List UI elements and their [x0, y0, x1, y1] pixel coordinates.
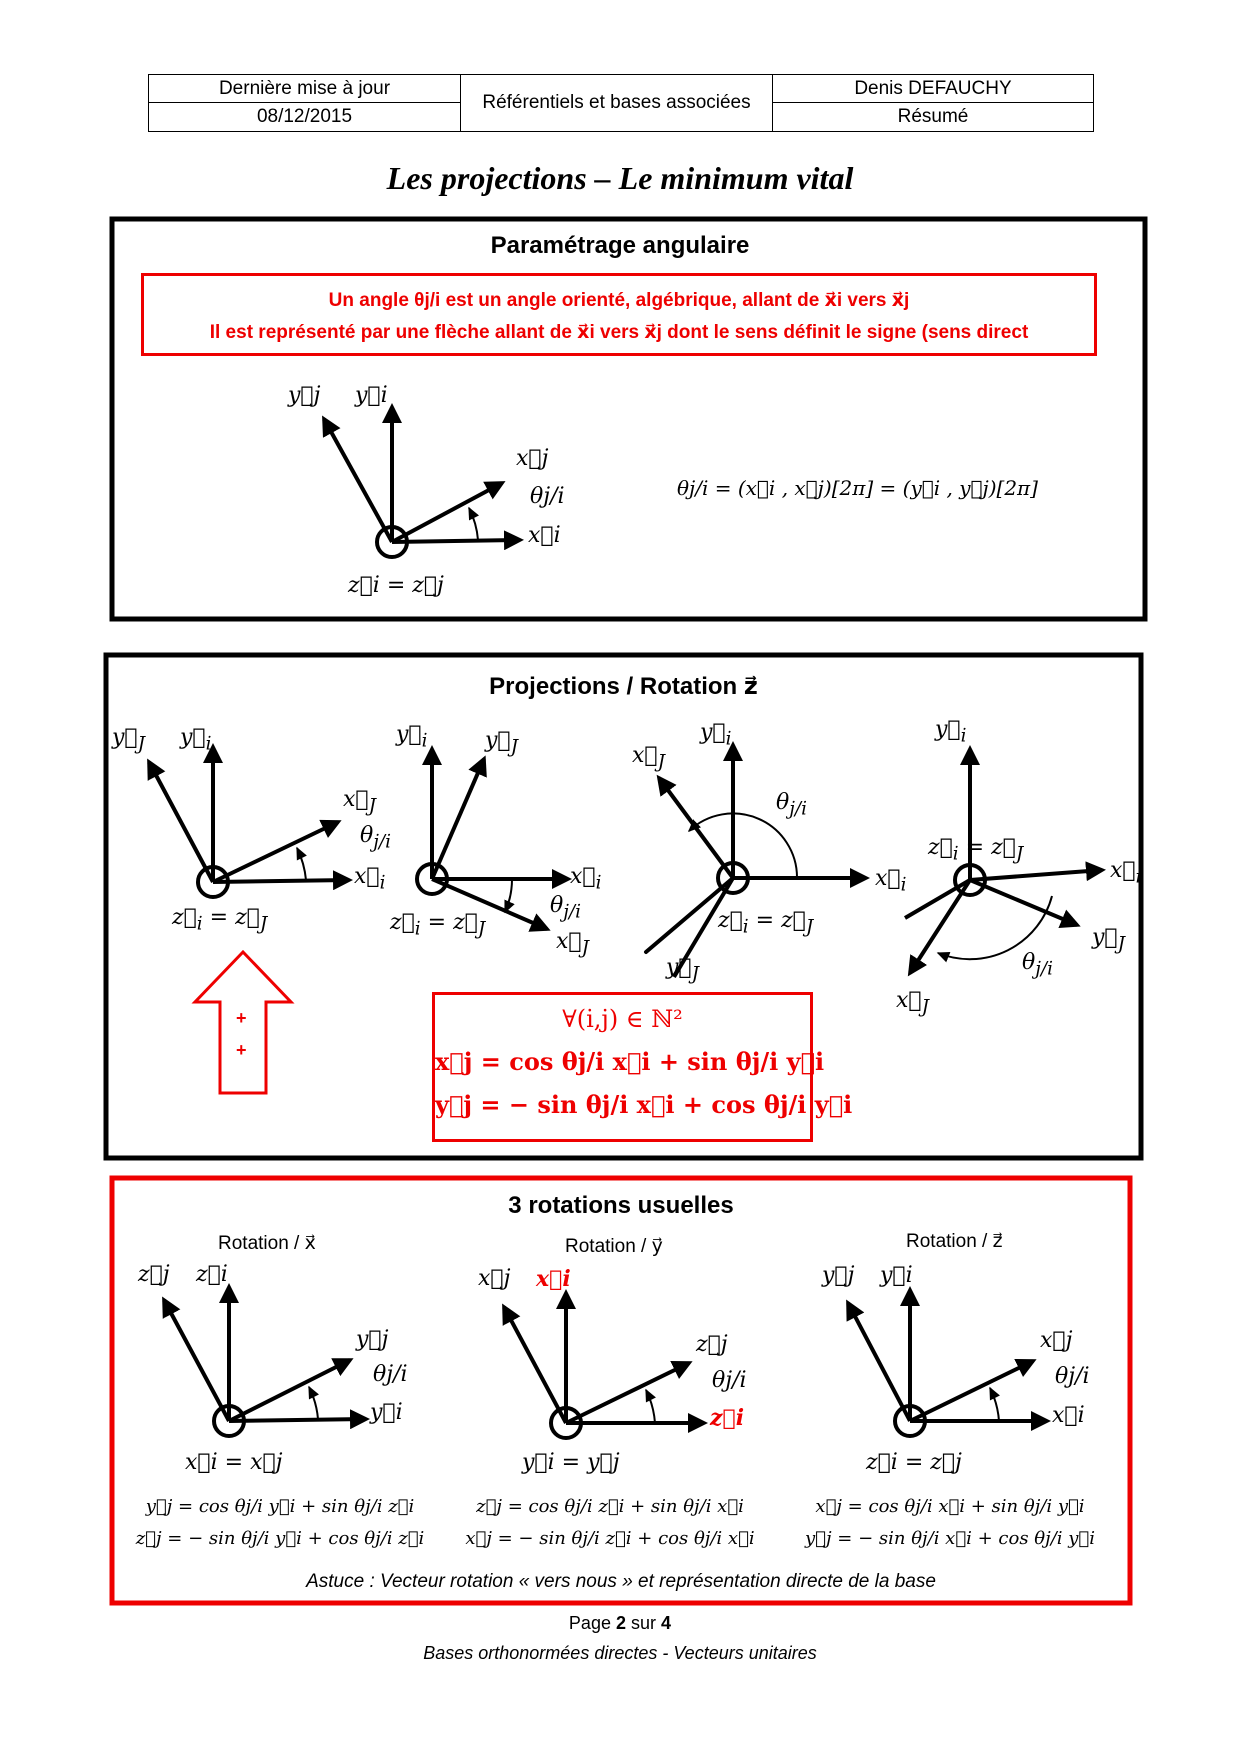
rx-eq2: z⃗j = − sin θj/i y⃗i + cos θj/i z⃗i — [135, 1528, 425, 1549]
rx-zj: z⃗j — [138, 1262, 170, 1287]
formula-xj: x⃗j = cos θj/i x⃗i + sin θj/i y⃗i — [435, 1047, 825, 1076]
s2d2-xi: $x⃗_i$ — [570, 864, 602, 894]
caption-rotation-x: Rotation / x⃗ — [218, 1233, 316, 1254]
s2d1-yj: $y⃗_J$ — [112, 725, 145, 755]
rz-axis: z⃗i = z⃗j — [866, 1450, 962, 1475]
rz-yj: y⃗j — [822, 1263, 855, 1288]
updated-label: Dernière mise à jour — [149, 75, 461, 103]
page-number: Page 2 sur 4 — [568, 1613, 672, 1633]
update-date: 08/12/2015 — [149, 103, 461, 131]
plus-sign-1: + — [236, 1008, 247, 1028]
s2d4-xi: $x⃗_i$ — [1110, 858, 1142, 888]
ry-eq1: z⃗j = cos θj/i z⃗i + sin θj/i x⃗i — [476, 1496, 744, 1517]
s2d4-theta: $\theta_{j/i}$ — [1022, 950, 1053, 980]
page-title: Les projections – Le minimum vital — [386, 160, 854, 196]
s2d3-yi: $y⃗_i$ — [700, 720, 732, 750]
s2d4-xj: $x⃗_J$ — [896, 988, 929, 1018]
section1-diagram — [324, 407, 520, 557]
angle-definition-box — [141, 273, 1097, 356]
s2d2-yi: $y⃗_i$ — [396, 722, 428, 752]
rz-xi: x⃗i — [1052, 1403, 1085, 1428]
section3-diagram-y — [504, 1293, 704, 1438]
rz-yi: y⃗i — [880, 1263, 913, 1288]
subject: Référentiels et bases associées — [461, 75, 773, 131]
s2d3-xi: $x⃗_i$ — [875, 866, 907, 896]
rx-axis: x⃗i = x⃗j — [185, 1450, 283, 1475]
s2d1-xj: $x⃗_J$ — [343, 787, 376, 817]
s2d4-yj: $y⃗_J$ — [1092, 925, 1125, 955]
caption-rotation-y: Rotation / y⃗ — [565, 1236, 663, 1257]
section2-title: Projections / Rotation z⃗ — [489, 673, 758, 700]
label-z-axis: z⃗i = z⃗j — [348, 573, 444, 598]
rx-eq1: y⃗j = cos θj/i y⃗i + sin θj/i z⃗i — [145, 1496, 415, 1517]
footer-note: Bases orthonormées directes - Vecteurs unitaires — [423, 1643, 817, 1663]
s2d2-z: $z⃗_i$ = $z⃗_J$ — [390, 910, 486, 940]
ry-axis: y⃗i = y⃗j — [522, 1450, 620, 1475]
label-yi: y⃗i — [355, 383, 388, 408]
s2d3-yj: $y⃗_J$ — [666, 955, 699, 985]
rz-eq1: x⃗j = cos θj/i x⃗i + sin θj/i y⃗i — [815, 1496, 1085, 1517]
rx-theta: θj/i — [373, 1362, 408, 1387]
caption-rotation-z: Rotation / z⃗ — [906, 1231, 1003, 1252]
ry-xi: x⃗i — [536, 1266, 571, 1292]
ry-eq2: x⃗j = − sin θj/i z⃗i + cos θj/i x⃗i — [465, 1528, 755, 1549]
s2d1-z: $z⃗_i$ = $z⃗_J$ — [172, 905, 268, 935]
s2d1-yi: $y⃗_i$ — [180, 725, 212, 755]
tip-text: Astuce : Vecteur rotation « vers nous » et représentation directe de la base — [306, 1571, 936, 1592]
doc-type: Résumé — [897, 106, 969, 127]
ry-zj: z⃗j — [696, 1332, 728, 1357]
s2d3-xj: $x⃗_J$ — [632, 743, 665, 773]
section3-diagram-x — [164, 1287, 366, 1436]
s2d3-z: $z⃗_i$ = $z⃗_J$ — [718, 908, 814, 938]
definition-line-2: Il est représenté par une flèche allant de x⃗i vers x⃗j dont le sens définit le signe (sens direct — [209, 322, 1029, 343]
label-yj: y⃗j — [288, 383, 321, 408]
section2-diagram-3 — [646, 745, 866, 977]
section3-title: 3 rotations usuelles — [508, 1192, 734, 1219]
rx-zi: z⃗i — [196, 1262, 228, 1287]
rz-theta: θj/i — [1055, 1364, 1090, 1389]
s2d3-theta: $\theta_{j/i}$ — [776, 790, 807, 820]
s2d1-xi: $x⃗_i$ — [354, 864, 386, 894]
label-xj: x⃗j — [516, 446, 549, 471]
rz-xj: x⃗j — [1040, 1328, 1073, 1353]
section2-diagram-2 — [417, 749, 568, 929]
angle-formula: θj/i = (x⃗i , x⃗j)[2π] = (y⃗i , y⃗j)[2π] — [677, 476, 1038, 500]
s2d4-yi: $y⃗_i$ — [935, 717, 967, 747]
formula-yj: y⃗j = − sin θj/i x⃗i + cos θj/i y⃗i — [435, 1090, 853, 1119]
rz-eq2: y⃗j = − sin θj/i x⃗i + cos θj/i y⃗i — [805, 1528, 1095, 1549]
ry-zi: z⃗i — [710, 1405, 745, 1431]
s2d2-xj: $x⃗_J$ — [556, 929, 589, 959]
s2d4-z: $z⃗_i$ = $z⃗_J$ — [928, 835, 1024, 865]
rx-yi: y⃗i — [370, 1400, 403, 1425]
s2d2-theta: $\theta_{j/i}$ — [550, 893, 581, 923]
section2-diagram-1 — [149, 747, 349, 897]
section3-diagram-z — [848, 1290, 1047, 1436]
rx-yj: y⃗j — [356, 1327, 389, 1352]
author: Denis DEFAUCHY — [773, 75, 1093, 103]
label-theta: θj/i — [530, 484, 565, 509]
formula-quantifier: ∀(i,j) ∈ ℕ² — [562, 1005, 683, 1033]
ry-xj: x⃗j — [478, 1266, 511, 1291]
label-xi: x⃗i — [528, 523, 561, 548]
plus-sign-2: + — [236, 1040, 247, 1060]
definition-line-1: Un angle θj/i est un angle orienté, algébrique, allant de x⃗i vers x⃗j — [328, 290, 910, 311]
projection-formula-box — [432, 992, 853, 1142]
section1-title: Paramétrage angulaire — [490, 232, 750, 259]
ry-theta: θj/i — [712, 1368, 747, 1393]
s2d1-theta: $\theta_{j/i}$ — [360, 823, 391, 853]
s2d2-yj: $y⃗_J$ — [485, 728, 518, 758]
